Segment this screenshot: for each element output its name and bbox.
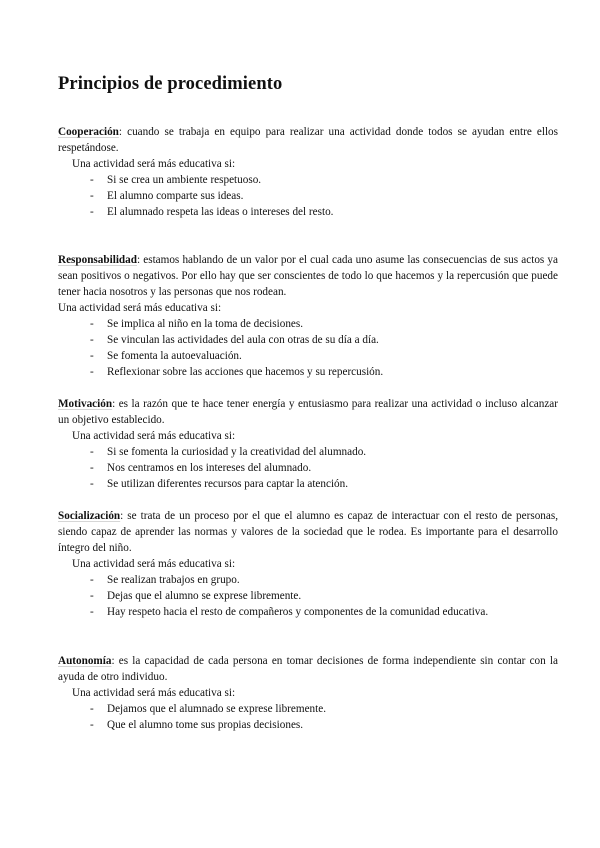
bullet-list	[58, 172, 558, 220]
term-heading: Socialización	[58, 510, 121, 522]
bullet-list	[58, 316, 558, 380]
list-item	[58, 476, 558, 492]
bullet-list	[58, 444, 558, 492]
list-item	[58, 364, 558, 380]
list-item-text: Se fomenta la autoevaluación.	[107, 350, 242, 362]
term-heading: Motivación	[58, 398, 113, 410]
list-item-text: Se vinculan las actividades del aula con otras de su día a día.	[107, 334, 379, 346]
definition-text: : cuando se trabaja en equipo para realizar una actividad donde todos se ayudan entre ellos respetándose.	[58, 126, 558, 154]
dash-bullet-icon: -	[90, 190, 94, 202]
dash-bullet-icon: -	[90, 350, 94, 362]
list-item-text: Se utilizan diferentes recursos para captar la atención.	[107, 478, 349, 490]
list-item-text: El alumno comparte sus ideas.	[107, 190, 244, 202]
list-item-text: Reflexionar sobre las acciones que hacemos y su repercusión.	[107, 366, 384, 378]
list-item	[58, 460, 558, 476]
intro-line: Una actividad será más educativa si:	[58, 302, 222, 314]
dash-bullet-icon: -	[90, 446, 94, 458]
intro-line: Una actividad será más educativa si:	[72, 430, 236, 442]
definition-paragraph	[58, 124, 558, 156]
term-heading: Autonomía	[58, 655, 112, 667]
section-autonomia	[58, 653, 558, 733]
dash-bullet-icon: -	[90, 206, 94, 218]
definition-text: : es la capacidad de cada persona en tomar decisiones de forma independiente sin contar con la ayuda de otro individuo.	[58, 655, 558, 683]
definition-paragraph	[58, 252, 558, 300]
list-item	[58, 172, 558, 188]
section-socializacion	[58, 508, 558, 620]
dash-bullet-icon: -	[90, 590, 94, 602]
list-item-text: Dejas que el alumno se exprese libremente.	[107, 590, 302, 602]
list-item	[58, 204, 558, 220]
dash-bullet-icon: -	[90, 606, 94, 618]
dash-bullet-icon: -	[90, 703, 94, 715]
list-item	[58, 316, 558, 332]
intro-line: Una actividad será más educativa si:	[72, 687, 236, 699]
dash-bullet-icon: -	[90, 318, 94, 330]
list-item-text: Hay respeto hacia el resto de compañeros y componentes de la comunidad educativa.	[107, 606, 489, 618]
list-item	[58, 572, 558, 588]
list-item-text: Nos centramos en los intereses del alumnado.	[107, 462, 312, 474]
bullet-list	[58, 701, 558, 733]
dash-bullet-icon: -	[90, 366, 94, 378]
term-heading: Responsabilidad	[58, 254, 137, 266]
list-item	[58, 717, 558, 733]
list-item	[58, 188, 558, 204]
dash-bullet-icon: -	[90, 574, 94, 586]
dash-bullet-icon: -	[90, 174, 94, 186]
dash-bullet-icon: -	[90, 462, 94, 474]
list-item	[58, 444, 558, 460]
definition-text: : se trata de un proceso por el que el alumno es capaz de interactuar con el resto de personas, siendo capaz de aprender las normas y valores de la sociedad que le rodea. Es importante para el desarrollo íntegro del niño.	[58, 510, 558, 554]
list-item-text: Si se crea un ambiente respetuoso.	[107, 174, 262, 186]
list-item	[58, 332, 558, 348]
intro-line: Una actividad será más educativa si:	[72, 158, 236, 170]
definition-text: : es la razón que te hace tener energía y entusiasmo para realizar una actividad o incluso alcanzar un objetivo establecido.	[58, 398, 558, 426]
list-item-text: Se realizan trabajos en grupo.	[107, 574, 240, 586]
list-item-text: Se implica al niño en la toma de decisiones.	[107, 318, 304, 330]
term-heading: Cooperación	[58, 126, 119, 138]
list-item-text: Que el alumno tome sus propias decisiones.	[107, 719, 304, 731]
definition-paragraph	[58, 508, 558, 556]
definition-paragraph	[58, 653, 558, 685]
page-title: Principios de procedimiento	[58, 74, 283, 94]
section-responsabilidad	[58, 252, 558, 380]
list-item-text: Dejamos que el alumnado se exprese libremente.	[107, 703, 327, 715]
dash-bullet-icon: -	[90, 334, 94, 346]
list-item	[58, 348, 558, 364]
list-item	[58, 588, 558, 604]
section-motivacion	[58, 396, 558, 492]
section-cooperacion	[58, 124, 558, 220]
list-item-text: Si se fomenta la curiosidad y la creatividad del alumnado.	[107, 446, 367, 458]
list-item	[58, 701, 558, 717]
bullet-list	[58, 572, 558, 620]
dash-bullet-icon: -	[90, 478, 94, 490]
definition-text: : estamos hablando de un valor por el cual cada uno asume las consecuencias de sus actos ya sean positivos o negativos. Por ello hay que ser conscientes de todo lo que hacemos y la repercusión que puede tener hacia nosotros y las personas que nos rodean.	[58, 254, 558, 298]
dash-bullet-icon: -	[90, 719, 94, 731]
list-item-text: El alumnado respeta las ideas o intereses del resto.	[107, 206, 334, 218]
intro-line: Una actividad será más educativa si:	[72, 558, 236, 570]
definition-paragraph	[58, 396, 558, 428]
list-item	[58, 604, 558, 620]
